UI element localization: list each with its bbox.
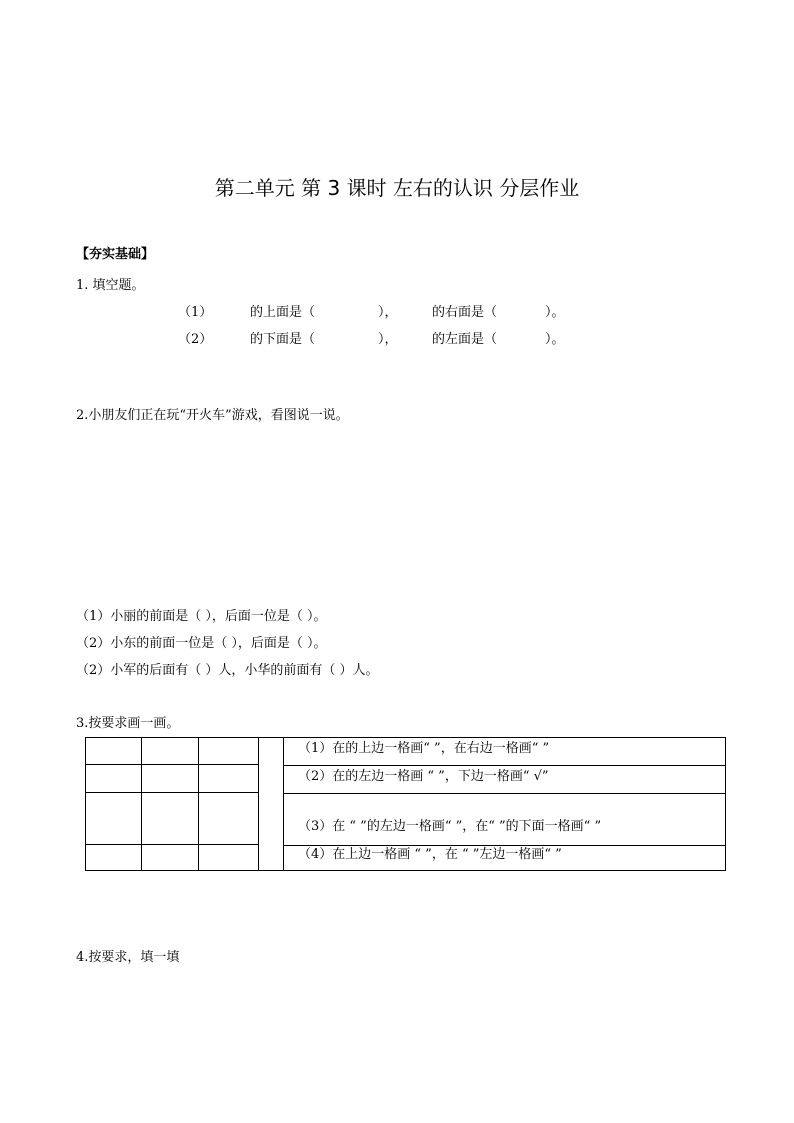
grid-cell[interactable]: [86, 845, 142, 871]
q1-row-text-d: ）。: [545, 305, 565, 320]
q1-row-num: （1）: [178, 305, 213, 320]
page-title: 第二单元 第 3 课时 左右的认识 分层作业: [214, 176, 580, 200]
q1-row-text-b: ），: [378, 305, 398, 320]
drawing-grid: [85, 737, 284, 871]
q3-item-3: （3）在 “ ”的左边一格画“ ”，在“ ”的下面一格画“ ”: [284, 794, 725, 846]
q3-item-4: （4）在上边一格画 “ ”，在 “ ”左边一格画“ ”: [298, 847, 562, 862]
q1-row-text-a: 的上面是（: [250, 305, 316, 320]
q1-row-text-c: 的左面是（: [432, 332, 498, 347]
q2-line-3: （2）小军的后面有（ ）人，小华的前面有（ ）人。: [76, 663, 379, 678]
q1-heading: 1. 填空题。: [76, 278, 145, 293]
grid-cell[interactable]: [142, 793, 199, 845]
grid-cell[interactable]: [86, 738, 142, 765]
grid-cell[interactable]: [199, 793, 259, 845]
q1-row-text-d: ）。: [545, 332, 565, 347]
grid-cell[interactable]: [142, 765, 199, 793]
grid-cell[interactable]: [86, 793, 142, 845]
grid-cell[interactable]: [142, 738, 199, 765]
q2-line-2: （2）小东的前面一位是（ ），后面是（ ）。: [76, 636, 327, 651]
q1-row-num: （2）: [178, 332, 213, 347]
section-heading: 【夯实基础】: [76, 247, 155, 262]
q2-heading: 2.小朋友们正在玩“开火车”游戏，看图说一说。: [76, 408, 349, 423]
q3-heading: 3.按要求画一画。: [76, 716, 180, 731]
q1-row-text-b: ），: [378, 332, 398, 347]
grid-cell[interactable]: [86, 765, 142, 793]
q3-item-1: （1）在的上边一格画“ ”，在右边一格画“ ”: [284, 738, 725, 766]
grid-cell[interactable]: [199, 765, 259, 793]
grid-cell[interactable]: [142, 845, 199, 871]
q4-heading: 4.按要求，填一填: [76, 950, 180, 965]
q2-line-1: （1）小丽的前面是（ ），后面一位是（ ）。: [76, 609, 327, 624]
grid-cell[interactable]: [199, 845, 259, 871]
grid-spacer: [259, 738, 284, 871]
q1-row-text-c: 的右面是（: [432, 305, 498, 320]
q3-instructions-box: [283, 737, 726, 871]
grid-cell[interactable]: [199, 738, 259, 765]
q3-item-2: （2）在的左边一格画 “ ”，下边一格画“ √”: [284, 766, 725, 794]
q1-row-text-a: 的下面是（: [250, 332, 316, 347]
